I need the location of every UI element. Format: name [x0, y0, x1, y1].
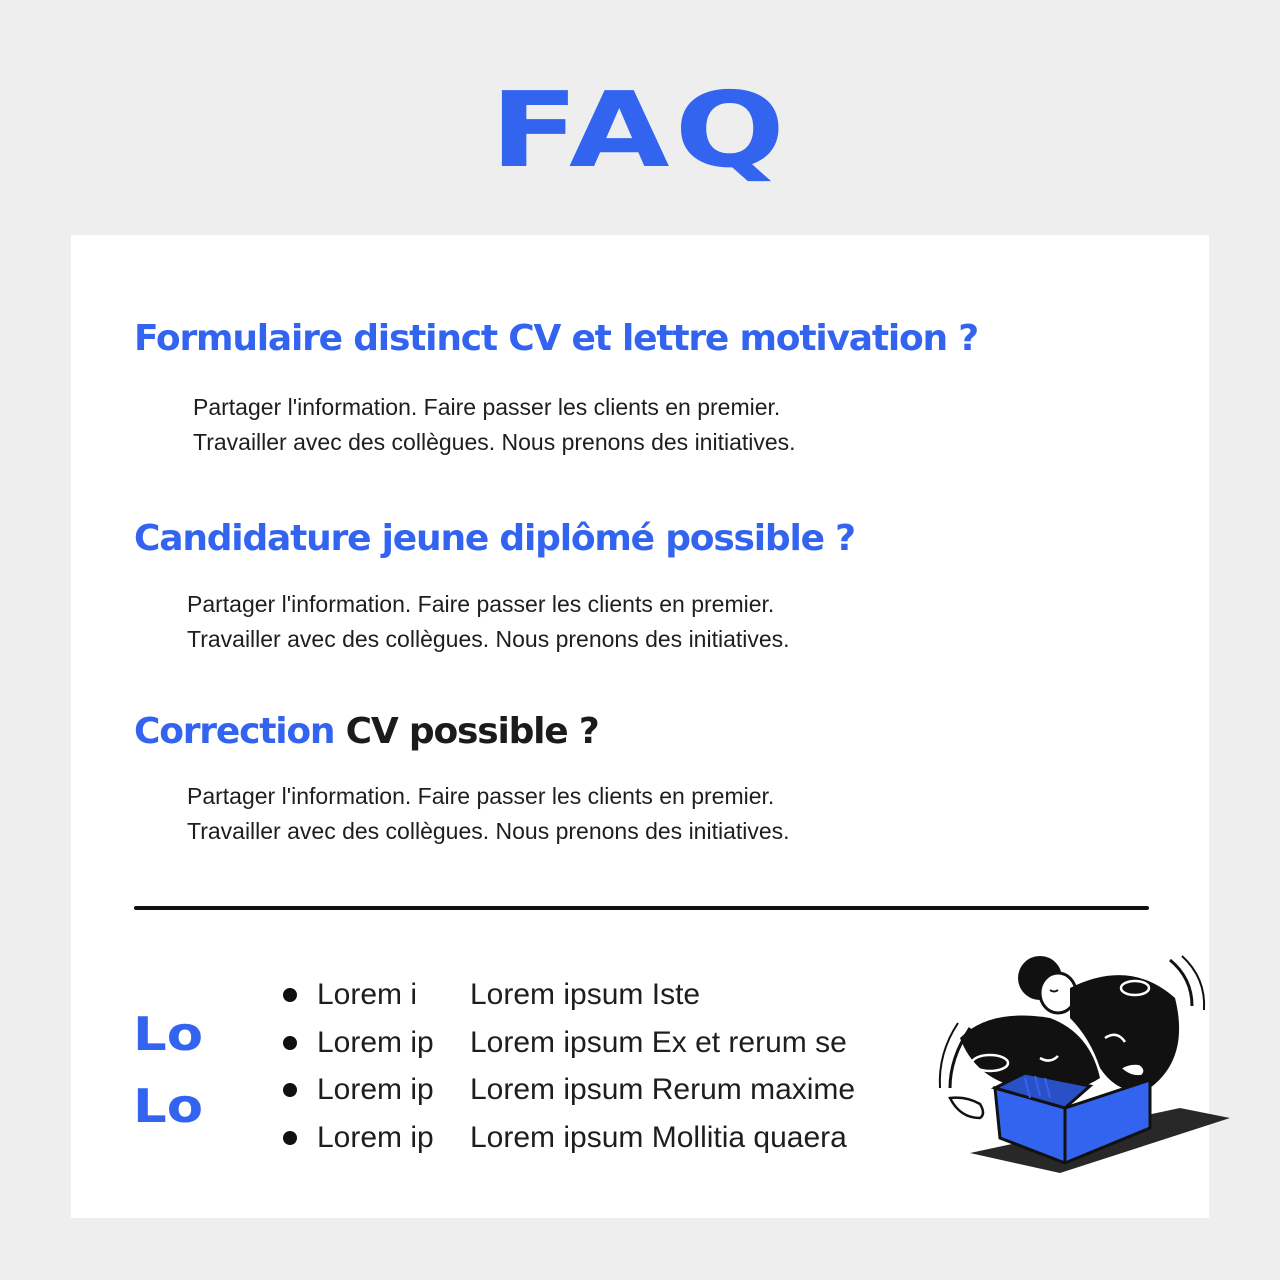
faq-answer-3 — [187, 779, 790, 849]
faq-answer-2-line-2: Travailler avec des collègues. Nous prenons des initiatives. — [187, 626, 790, 652]
faq-question-1: Formulaire distinct CV et lettre motivation ? — [134, 318, 978, 359]
list-item-right: Lorem ipsum Mollitia quaera — [470, 1120, 847, 1154]
list-item-right: Lorem ipsum Rerum maxime — [470, 1073, 856, 1106]
page-title: FAQ — [489, 69, 790, 191]
bullet-icon — [283, 1083, 297, 1097]
faq-question-3-highlight: Correction — [134, 711, 335, 752]
faq-answer-3-line-1: Partager l'information. Faire passer les clients en premier. — [187, 783, 775, 809]
person-with-box-illustration — [930, 948, 1235, 1183]
faq-answer-2 — [187, 587, 790, 657]
list-item-left: Lorem ip — [317, 1120, 434, 1154]
bullet-icon — [283, 1036, 297, 1050]
faq-answer-2-line-1: Partager l'information. Faire passer les clients en premier. — [187, 591, 775, 617]
faq-question-3 — [134, 711, 599, 752]
list-item-right: Lorem ipsum Ex et rerum se — [470, 1025, 847, 1059]
side-label-1: Lo — [133, 1007, 204, 1061]
list-item-left: Lorem ip — [317, 1025, 434, 1059]
list-item-right: Lorem ipsum Iste — [470, 978, 701, 1011]
bullet-icon — [283, 1131, 297, 1145]
faq-question-2: Candidature jeune diplômé possible ? — [134, 518, 855, 559]
list-item-left: Lorem i — [317, 978, 418, 1011]
divider-line — [134, 906, 1149, 910]
faq-answer-1-line-1: Partager l'information. Faire passer les clients en premier. — [193, 394, 781, 420]
list-item-left: Lorem ip — [317, 1073, 434, 1106]
faq-question-3-rest: CV possible ? — [345, 711, 599, 752]
faq-answer-3-line-2: Travailler avec des collègues. Nous prenons des initiatives. — [187, 818, 790, 844]
faq-answer-1-line-2: Travailler avec des collègues. Nous prenons des initiatives. — [193, 429, 796, 455]
side-label-2: Lo — [133, 1079, 204, 1133]
bullet-icon — [283, 988, 297, 1002]
faq-answer-1 — [193, 390, 796, 460]
